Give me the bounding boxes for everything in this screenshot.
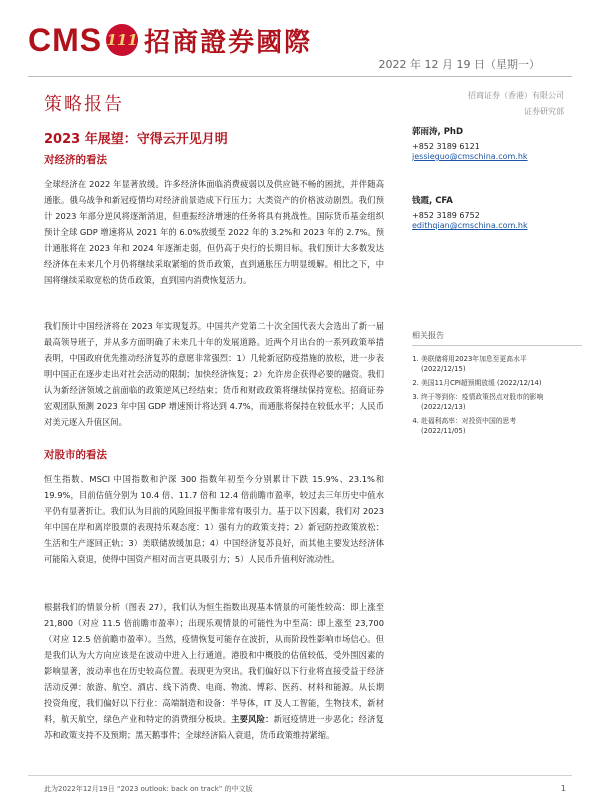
department: 证券研究部: [524, 107, 564, 116]
related-reports: [412, 330, 582, 440]
related-report-title: 美联储将用2023年加息至更高水平: [421, 355, 527, 363]
related-report-item[interactable]: [421, 354, 582, 374]
related-report-title: 终于等到你：疫情政策拐点对股市的影响: [421, 393, 544, 401]
analyst-phone: +852 3189 6752: [412, 210, 480, 220]
related-report-title: 赴福利高率：对投资中国的思考: [421, 417, 517, 425]
related-report-date: (2022/12/14): [497, 379, 542, 387]
related-reports-list: [412, 354, 582, 436]
footer-note: 此为2022年12月19日 “2023 outlook: back on track” 的中文版: [44, 785, 253, 793]
analyst-card: [412, 127, 528, 163]
related-report-title: 美国11月CPI超预期放缓: [421, 379, 495, 387]
company-logo: [28, 18, 312, 62]
related-report-item[interactable]: [421, 392, 582, 412]
report-type: 策略报告: [44, 94, 124, 115]
related-report-item[interactable]: [421, 378, 582, 388]
firm-info: [468, 88, 564, 120]
risk-label: 主要风险：: [231, 714, 274, 724]
logo-mark-icon: 111: [106, 24, 138, 56]
related-report-date: (2022/11/05): [421, 427, 466, 435]
related-reports-heading: 相关报告: [412, 330, 582, 346]
firm-name: 招商证券（香港）有限公司: [468, 91, 564, 100]
analyst-name: 钱霞, CFA: [412, 196, 453, 206]
analyst-card: [412, 196, 528, 232]
header-divider: [28, 76, 572, 77]
analyst-email-link[interactable]: edithqian@cmschina.com.hk: [412, 221, 528, 230]
section-heading-stock-market: 对股市的看法: [44, 449, 107, 461]
paragraph-china-economy: 我们预计中国经济将在 2023 年实现复苏。中国共产党第二十次全国代表大会选出了新一届最高领导班子，并从多方面明确了未来几十年的发展道路。近两个月出台的一系列政策举措表明，中国政府优先推动经济复苏的意愿非常强烈：1）几轮新冠防疫措施的放松，进一步表明中国正在逐步走出对社会活动的限制；加快经济恢复；2）允许房企获得必要的融资。我们认为新经济领域之前面临的政策逆风已经结束；货币和财政政策将继续保持宽松。招商证券宏观团队预测 2023 年中国 GDP 增速预计将达到 4.7%，而通胀将保持在较低水平；人民币对美元逐入升值区间。: [44, 321, 384, 427]
related-report-item[interactable]: [421, 416, 582, 436]
analyst-name: 郭雨涛, PhD: [412, 127, 464, 137]
report-date: 2022 年 12 月 19 日（星期一）: [378, 58, 540, 71]
related-report-date: (2022/12/15): [421, 365, 466, 373]
logo-chinese: 招商證券國際: [144, 27, 313, 58]
scenario-text: 根据我们的情景分析（图表 27），我们认为恒生指数出现基本情景的可能性较高：即上涨至 21,800（对应 11.5 倍前瞻市盈率）；出现乐观情景的可能性为中至高：即上涨至 23,700（对应 12.5 倍前瞻市盈率）。当然，疫情恢复可能存在波折，从而阶段性影响市场信心。但是我们认为大方向应该是在波动中进入上行通道。港股和中概股的估值较低，受外围因素的影响显著，波动率也在历史较高位置。表现更为突出。我们偏好以下行业将直接受益于经济活动反弹：旅游、航空、酒店、线下消费、电商、物流、博彩、医药、材料和能源。从长期投资角度，我们偏好以下行业：高端制造和设备：半导体，IT 及人工智能，生物技术，新材料，航天航空，绿色产业和特定的消费细分板块。: [44, 602, 384, 724]
risk-text: 新冠疫情进一步恶化；经济复苏和政策支持不及预期；黑天鹅事件；全球经济陷入衰退，货币政策维持紧缩。: [44, 714, 384, 740]
related-report-date: (2022/12/13): [421, 403, 466, 411]
page-number: 1: [560, 784, 566, 793]
paragraph-market-valuation: 恒生指数、MSCI 中国指数和沪深 300 指数年初至今分别累计下跌 15.9%、23.1%和 19.9%，目前估值分别为 10.4 倍、11.7 倍和 12.4 倍前瞻市盈率，较过去三年历史中值水平仍有显著折让。我们认为目前的风险回报平衡非常有吸引力。基于以下因素，我们对 2023 年中国在岸和离岸股票的表现持乐观态度：1）强有力的政策支持；2）新冠防控政策放松：生活和生产逐回正轨；3）美联储放缓加息；4）中国经济复苏良好，而其他主要发达经济体可能陷入衰退，使得中国资产相对而言更具吸引力；5）人民币升值利好流动性。: [44, 474, 384, 564]
paragraph-scenario-analysis: [44, 599, 384, 743]
footer-divider: [28, 775, 572, 776]
paragraph-global-economy: 全球经济在 2022 年显著放缓。许多经济体面临消费疲弱以及供应链不畅的困扰，并伴随高通胀。俄乌战争和新冠疫情均对经济前景造成下行压力；大类资产的价格波动剧烈。我们预计 2023 年部分逆风将逐渐消退，但重振经济增速的任务将具有挑战性。国际货币基金组织预计全球 GDP 增速将从 2021 年的 6.0%放缓至 2022 年的 3.2%和 2023 年的 2.7%。预计通胀将在 2023 年和 2024 年逐渐走弱，但仍高于央行的长期目标。我们预计大多数发达经济体在未来几个月仍将继续采取紧缩的货币政策，直到通胀压力明显缓解。相比之下，中国将继续采取宽松的货币政策，直到国内消费恢复活力。: [44, 179, 384, 285]
report-title: 2023 年展望：守得云开见月明: [44, 132, 228, 147]
analyst-phone: +852 3189 6121: [412, 141, 480, 151]
logo-latin: CMS: [28, 21, 103, 58]
section-heading-economy: 对经济的看法: [44, 154, 107, 166]
analyst-email-link[interactable]: jessieguo@cmschina.com.hk: [412, 152, 528, 161]
